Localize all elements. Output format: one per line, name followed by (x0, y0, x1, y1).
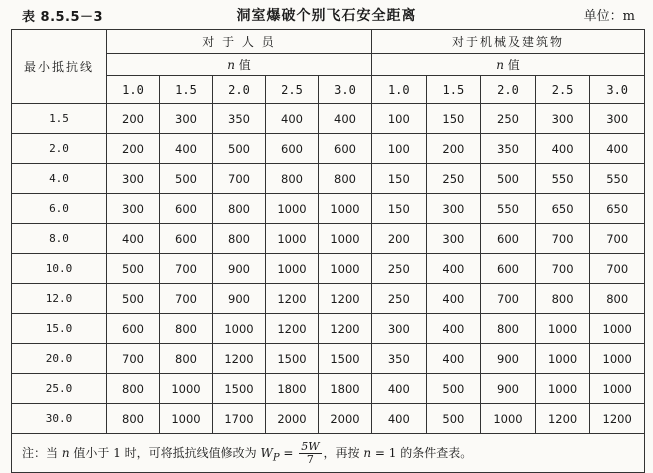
cell-machinery: 550 (590, 164, 645, 194)
cell-machinery: 250 (481, 104, 536, 134)
cell-machinery: 700 (590, 254, 645, 284)
cell-personnel: 2000 (266, 404, 319, 434)
cell-personnel: 800 (319, 164, 372, 194)
n-value-header-machinery: n 值 (372, 54, 645, 76)
row-label-min-burden: 8.0 (12, 224, 107, 254)
formula-fraction: $\frac{5W}{7}$ (301, 439, 320, 466)
cell-machinery: 200 (372, 224, 427, 254)
n-value-personnel-4: 3.0 (319, 76, 372, 104)
cell-machinery: 600 (481, 254, 536, 284)
table-row (12, 164, 645, 194)
cell-machinery: 400 (372, 374, 427, 404)
cell-personnel: 800 (107, 374, 160, 404)
table-row (12, 194, 645, 224)
cell-personnel: 1000 (160, 374, 213, 404)
row-label-min-burden: 1.5 (12, 104, 107, 134)
cell-personnel: 1000 (319, 224, 372, 254)
n-value-machinery-2: 2.0 (481, 76, 536, 104)
cell-personnel: 1200 (266, 314, 319, 344)
cell-personnel: 1500 (213, 374, 266, 404)
n-values-row (12, 76, 645, 104)
n-value-personnel-1: 1.5 (160, 76, 213, 104)
cell-machinery: 700 (481, 284, 536, 314)
cell-personnel: 400 (319, 104, 372, 134)
cell-personnel: 1200 (266, 284, 319, 314)
table-number: 表 8.5.5－3 (22, 10, 104, 25)
cell-personnel: 1200 (319, 284, 372, 314)
row-label-min-burden: 20.0 (12, 344, 107, 374)
row-label-min-burden: 10.0 (12, 254, 107, 284)
cell-machinery: 150 (372, 164, 427, 194)
cell-machinery: 500 (426, 374, 481, 404)
row-label-min-burden: 2.0 (12, 134, 107, 164)
cell-personnel: 1000 (319, 254, 372, 284)
cell-personnel: 900 (213, 254, 266, 284)
n-value-machinery-3: 2.5 (535, 76, 590, 104)
cell-machinery: 250 (372, 284, 427, 314)
group-header-personnel: 对 于 人 员 (107, 30, 372, 54)
cell-machinery: 150 (426, 104, 481, 134)
cell-machinery: 300 (426, 224, 481, 254)
table-row (12, 314, 645, 344)
cell-personnel: 800 (213, 194, 266, 224)
n-value-personnel-0: 1.0 (107, 76, 160, 104)
cell-personnel: 500 (107, 254, 160, 284)
cell-personnel: 1200 (213, 344, 266, 374)
cell-personnel: 300 (160, 104, 213, 134)
cell-machinery: 800 (535, 284, 590, 314)
cell-personnel: 1800 (319, 374, 372, 404)
table-row (12, 134, 645, 164)
cell-machinery: 650 (590, 194, 645, 224)
row-label-min-burden: 25.0 (12, 374, 107, 404)
row-label-min-burden: 30.0 (12, 404, 107, 434)
table-title: 洞室爆破个别飞石安全距离 (236, 8, 417, 24)
cell-personnel: 400 (266, 104, 319, 134)
cell-personnel: 2000 (319, 404, 372, 434)
cell-machinery: 1000 (590, 344, 645, 374)
cell-personnel: 1200 (319, 314, 372, 344)
cell-personnel: 1700 (213, 404, 266, 434)
cell-machinery: 500 (426, 404, 481, 434)
cell-personnel: 1000 (213, 314, 266, 344)
cell-personnel: 300 (107, 164, 160, 194)
cell-personnel: 800 (160, 314, 213, 344)
cell-personnel: 600 (160, 194, 213, 224)
table-row (12, 284, 645, 314)
cell-personnel: 1000 (266, 224, 319, 254)
row-label-min-burden: 15.0 (12, 314, 107, 344)
table-row (12, 404, 645, 434)
cell-personnel: 700 (160, 284, 213, 314)
cell-machinery: 400 (426, 284, 481, 314)
cell-personnel: 1000 (266, 254, 319, 284)
cell-machinery: 350 (372, 344, 427, 374)
row-header: 最小抵抗线 (12, 30, 107, 104)
row-label-min-burden: 4.0 (12, 164, 107, 194)
row-label-min-burden: 12.0 (12, 284, 107, 314)
n-value-header-personnel: n 值 (107, 54, 372, 76)
cell-machinery: 200 (426, 134, 481, 164)
cell-personnel: 600 (319, 134, 372, 164)
cell-personnel: 500 (160, 164, 213, 194)
table-row (12, 344, 645, 374)
cell-personnel: 900 (213, 284, 266, 314)
cell-machinery: 150 (372, 194, 427, 224)
n-value-personnel-2: 2.0 (213, 76, 266, 104)
n-value-personnel-3: 2.5 (266, 76, 319, 104)
row-label-min-burden: 6.0 (12, 194, 107, 224)
cell-machinery: 250 (426, 164, 481, 194)
cell-machinery: 800 (481, 314, 536, 344)
cell-machinery: 1000 (590, 374, 645, 404)
cell-personnel: 800 (213, 224, 266, 254)
cell-personnel: 300 (107, 194, 160, 224)
cell-personnel: 1000 (160, 404, 213, 434)
cell-personnel: 800 (160, 344, 213, 374)
cell-machinery: 650 (535, 194, 590, 224)
cell-machinery: 600 (481, 224, 536, 254)
cell-machinery: 1000 (590, 314, 645, 344)
cell-machinery: 300 (426, 194, 481, 224)
cell-machinery: 550 (481, 194, 536, 224)
cell-machinery: 400 (426, 254, 481, 284)
n-value-machinery-0: 1.0 (372, 76, 427, 104)
cell-machinery: 700 (535, 254, 590, 284)
cell-personnel: 700 (213, 164, 266, 194)
cell-machinery: 700 (535, 224, 590, 254)
cell-machinery: 350 (481, 134, 536, 164)
title-bar (0, 0, 653, 28)
cell-machinery: 300 (372, 314, 427, 344)
n-value-machinery-1: 1.5 (426, 76, 481, 104)
cell-machinery: 400 (426, 344, 481, 374)
cell-machinery: 300 (590, 104, 645, 134)
cell-personnel: 700 (160, 254, 213, 284)
cell-machinery: 500 (481, 164, 536, 194)
cell-personnel: 350 (213, 104, 266, 134)
cell-personnel: 500 (213, 134, 266, 164)
unit-label: 单位：m (583, 9, 635, 24)
cell-machinery: 1000 (481, 404, 536, 434)
cell-personnel: 800 (107, 404, 160, 434)
cell-machinery: 1200 (535, 404, 590, 434)
cell-machinery: 1000 (535, 344, 590, 374)
cell-machinery: 400 (590, 134, 645, 164)
cell-personnel: 400 (160, 134, 213, 164)
cell-machinery: 400 (372, 404, 427, 434)
cell-machinery: 1000 (535, 374, 590, 404)
cell-personnel: 1800 (266, 374, 319, 404)
cell-machinery: 700 (590, 224, 645, 254)
group-header-machinery: 对于机械及建筑物 (372, 30, 645, 54)
cell-personnel: 800 (266, 164, 319, 194)
table-row (12, 254, 645, 284)
table-note: 注：当 n 值小于 1 时，可将抵抗线值修改为 $W_P$ = $\frac{5W}{7}$ ，再按 n = 1 的条件查表。 (12, 434, 645, 473)
cell-personnel: 1500 (266, 344, 319, 374)
cell-personnel: 600 (266, 134, 319, 164)
cell-machinery: 550 (535, 164, 590, 194)
table-row (12, 224, 645, 254)
cell-machinery: 1200 (590, 404, 645, 434)
cell-personnel: 1000 (319, 194, 372, 224)
n-value-machinery-4: 3.0 (590, 76, 645, 104)
table-row (12, 104, 645, 134)
cell-personnel: 400 (107, 224, 160, 254)
cell-machinery: 300 (535, 104, 590, 134)
cell-machinery: 400 (426, 314, 481, 344)
cell-machinery: 400 (535, 134, 590, 164)
cell-personnel: 200 (107, 134, 160, 164)
cell-personnel: 600 (107, 314, 160, 344)
cell-personnel: 1500 (319, 344, 372, 374)
cell-machinery: 1000 (535, 314, 590, 344)
table-row (12, 374, 645, 404)
cell-machinery: 900 (481, 374, 536, 404)
cell-machinery: 250 (372, 254, 427, 284)
cell-personnel: 500 (107, 284, 160, 314)
cell-personnel: 600 (160, 224, 213, 254)
safety-distance-table (11, 29, 645, 473)
cell-machinery: 100 (372, 134, 427, 164)
cell-personnel: 700 (107, 344, 160, 374)
cell-personnel: 1000 (266, 194, 319, 224)
cell-machinery: 100 (372, 104, 427, 134)
cell-personnel: 200 (107, 104, 160, 134)
cell-machinery: 800 (590, 284, 645, 314)
cell-machinery: 900 (481, 344, 536, 374)
